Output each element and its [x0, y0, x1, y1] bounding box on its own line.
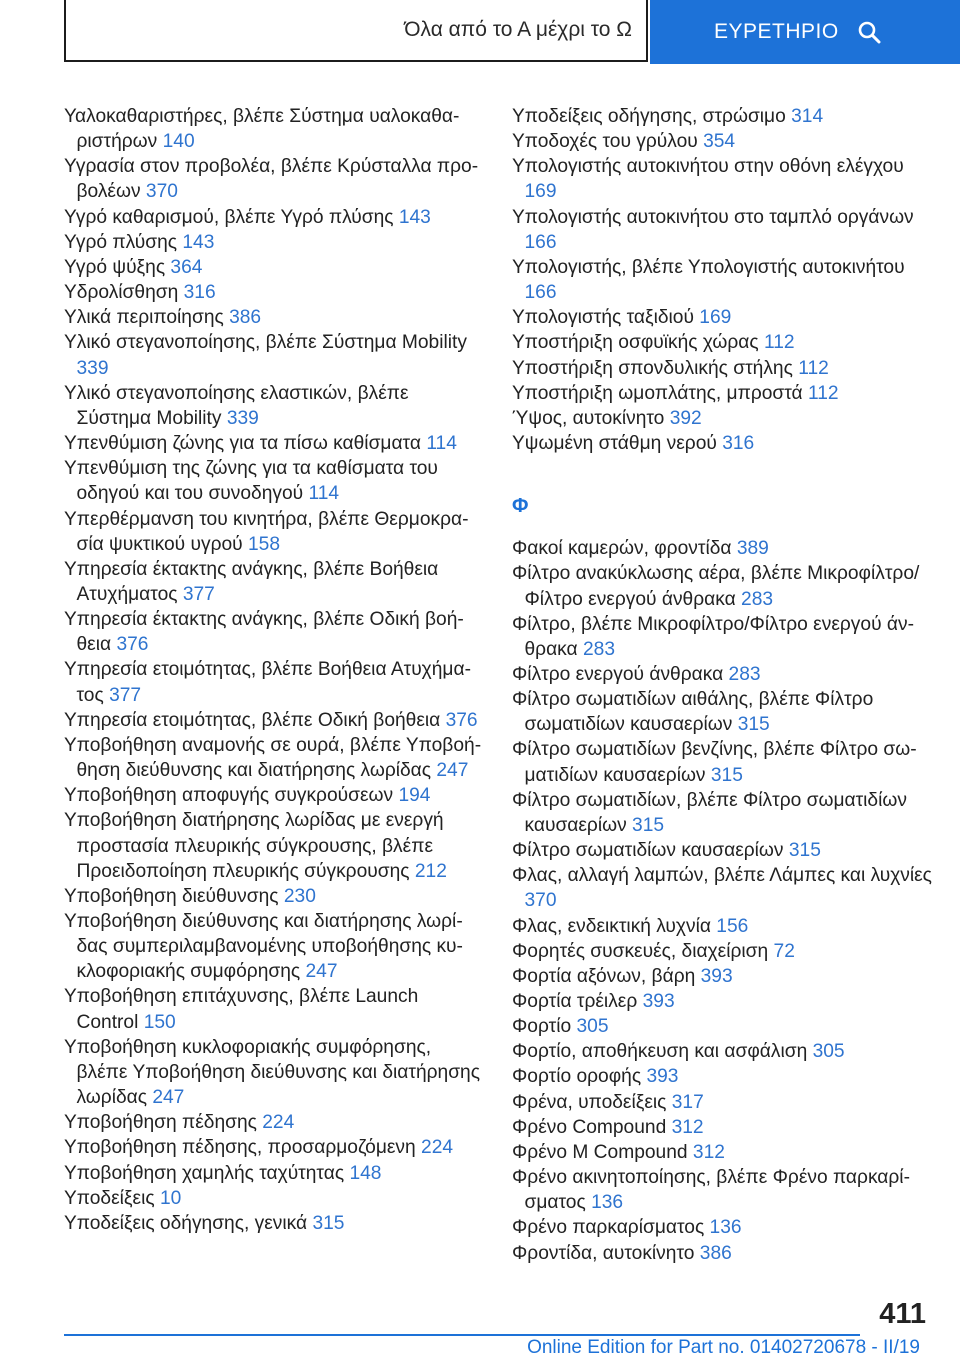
- index-entry-term: Υψωμένη στάθμη νερού: [512, 433, 717, 455]
- index-entry-term: Υπολογιστής αυτοκινήτου στο ταμπλό οργάνων: [512, 206, 914, 228]
- index-entry: [64, 557, 482, 607]
- index-entry-page-link[interactable]: 212: [414, 860, 447, 882]
- tab-index-label: ΕΥΡΕΤΗΡΙΟ: [714, 20, 839, 43]
- tab-index[interactable]: [650, 0, 960, 64]
- index-entry-page-link[interactable]: 112: [808, 382, 839, 404]
- index-entry-term: Υποστήριξη οσφυϊκής χώρας: [512, 332, 759, 354]
- index-entry-page-link[interactable]: 140: [162, 131, 195, 153]
- index-entry-page-link[interactable]: 283: [582, 638, 615, 660]
- index-entry-page-link[interactable]: 136: [591, 1192, 624, 1214]
- index-entry: [64, 1035, 482, 1110]
- index-entry-term: Υποβοήθηση επιτάχυνσης, βλέπε Launch Control: [64, 986, 419, 1033]
- index-entry: [64, 733, 482, 783]
- index-entry-term: Υγρασία στον προβολέα, βλέπε Κρύσταλλα προβολέων: [64, 156, 479, 203]
- section-letter-phi: Φ: [512, 495, 529, 518]
- footer-divider: [64, 1334, 860, 1336]
- index-entry-page-link[interactable]: 305: [576, 1016, 609, 1038]
- index-entry-term: Υπηρεσία ετοιμότητας, βλέπε Οδική βοήθεια: [64, 709, 441, 731]
- index-entry-term: Υποβοήθηση διατήρησης λωρίδας με ενεργή προστασία πλευρικής σύγκρουσης, βλέπε Προειδοποίηση πλευρικής σύγκρουσης: [64, 810, 444, 882]
- index-entry: [64, 708, 482, 733]
- index-entry-term: Υαλοκαθαριστήρες, βλέπε Σύστημα υαλοκαθαριστήρων: [64, 106, 460, 153]
- index-entry-term: Υποστήριξη ωμοπλάτης, μπροστά: [512, 382, 803, 404]
- index-entry-page-link[interactable]: 315: [788, 840, 821, 862]
- index-entry-page-link[interactable]: 224: [421, 1137, 454, 1159]
- index-entry-term: Φορτία τρέιλερ: [512, 991, 638, 1012]
- index-entry: [512, 561, 932, 611]
- index-entry-page-link[interactable]: 315: [312, 1212, 345, 1234]
- index-entry-term: Υποβοήθηση χαμηλής ταχύτητας: [64, 1162, 345, 1184]
- index-entry-page-link[interactable]: 312: [692, 1141, 725, 1163]
- index-entry-page-link[interactable]: 224: [262, 1112, 295, 1134]
- index-entry: [512, 964, 932, 989]
- index-entry-page-link[interactable]: 10: [159, 1187, 182, 1209]
- index-column-left: [64, 104, 482, 1236]
- index-entry-term: Φλας, αλλαγή λαμπών, βλέπε Λάμπες και λυχνίες: [512, 865, 932, 887]
- index-entry-page-link[interactable]: 230: [283, 885, 316, 907]
- index-entry: [64, 1211, 482, 1236]
- index-entry-page-link[interactable]: 114: [308, 483, 340, 505]
- index-entry-term: Φρένο Compound: [512, 1116, 667, 1138]
- index-entry: [64, 381, 482, 431]
- index-entry-term: Υποστήριξη σπονδυλικής στήλης: [512, 357, 793, 379]
- index-entry-page-link[interactable]: 315: [710, 764, 743, 786]
- index-entry-term: Φορητές συσκευές, διαχείριση: [512, 940, 769, 962]
- index-entry: [512, 536, 932, 561]
- index-column-right: [512, 104, 932, 1266]
- index-entry-term: Φίλτρο σωματιδίων βενζίνης, βλέπε Φίλτρο σωματιδίων καυσαερίων: [512, 739, 917, 786]
- index-entry-page-link[interactable]: 315: [632, 814, 665, 836]
- index-entry-term: Υπενθύμιση ζώνης για τα πίσω καθίσματα: [64, 433, 421, 455]
- index-entry-term: Υγρό πλύσης: [64, 231, 178, 253]
- index-entry-page-link[interactable]: 136: [709, 1217, 742, 1239]
- index-entry-term: Υλικά περιποίησης: [64, 307, 224, 329]
- index-entry: [64, 255, 482, 280]
- index-entry: [512, 406, 932, 431]
- index-entry-page-link[interactable]: 72: [773, 940, 795, 962]
- index-entry-page-link[interactable]: 305: [812, 1041, 845, 1063]
- index-entry: [512, 989, 932, 1014]
- index-entry: [64, 305, 482, 330]
- index-entry-term: Φρένα, υποδείξεις: [512, 1091, 667, 1113]
- index-entry: [512, 104, 932, 129]
- index-entry-page-link[interactable]: 114: [426, 433, 457, 455]
- index-entry: [512, 914, 932, 939]
- index-entry-term: Υγρό καθαρισμού, βλέπε Υγρό πλύσης: [64, 206, 394, 228]
- index-entry: [512, 662, 932, 687]
- index-entry: [512, 255, 932, 305]
- index-entry: [64, 783, 482, 808]
- index-entry: [512, 129, 932, 154]
- index-entry-term: Φορτίο, αποθήκευση και ασφάλιση: [512, 1041, 808, 1063]
- index-entry: [512, 1241, 932, 1266]
- index-entry: [512, 1090, 932, 1115]
- index-entry-page-link[interactable]: 393: [646, 1066, 679, 1088]
- index-entry-term: Φρένο M Compound: [512, 1141, 688, 1163]
- index-entry-term: Υπενθύμιση της ζώνης για τα καθίσματα του οδηγού και του συνοδηγού: [64, 458, 438, 505]
- index-entry-term: Φακοί καμερών, φροντίδα: [512, 538, 732, 560]
- index-entry-page-link[interactable]: 143: [182, 231, 215, 253]
- index-entry: [64, 154, 482, 204]
- index-entry-term: Φορτίο: [512, 1016, 572, 1038]
- index-entry-term: Φρένο παρκαρίσματος: [512, 1217, 705, 1239]
- index-entry-term: Φίλτρο σωματιδίων αιθάλης, βλέπε Φίλτρο σωματιδίων καυσαερίων: [512, 689, 874, 736]
- index-entry-page-link[interactable]: 386: [229, 307, 262, 329]
- index-entry-term: Φίλτρο ενεργού άνθρακα: [512, 663, 724, 685]
- index-entry: [512, 381, 932, 406]
- index-entry-term: Υποδείξεις οδήγησης, γενικά: [64, 1212, 308, 1234]
- index-entry-page-link[interactable]: 377: [109, 684, 142, 706]
- index-entry-term: Φροντίδα, αυτοκίνητο: [512, 1242, 695, 1264]
- index-entry-page-link[interactable]: 156: [716, 915, 749, 937]
- index-group-phi: [512, 536, 932, 1266]
- index-entry: [512, 1014, 932, 1039]
- index-entry: [512, 1215, 932, 1240]
- index-entry: [512, 431, 932, 456]
- index-entry-page-link[interactable]: 148: [349, 1162, 382, 1184]
- index-entry: [512, 737, 932, 787]
- index-entry-page-link[interactable]: 314: [791, 106, 824, 127]
- index-group-upsilon: [512, 104, 932, 456]
- index-entry: [64, 984, 482, 1034]
- index-entry-term: Υποβοήθηση διεύθυνσης: [64, 885, 279, 907]
- index-entry-term: Υποβοήθηση κυκλοφοριακής συμφόρησης, βλέπε Υποβοήθηση διεύθυνσης και διατήρησης λωρίδας: [64, 1036, 480, 1109]
- index-entry: [512, 305, 932, 330]
- index-entry-term: Φίλτρο ανακύκλωσης αέρα, βλέπε Μικροφίλτρο/Φίλτρο ενεργού άνθρακα: [512, 563, 920, 610]
- index-entry: [512, 788, 932, 838]
- index-entry: [64, 456, 482, 506]
- index-entry-page-link[interactable]: 354: [703, 131, 736, 153]
- index-entry: [64, 884, 482, 909]
- tab-a-to-z-label: Όλα από το Α μέχρι το Ω: [404, 18, 632, 41]
- index-entry-term: Υποβοήθηση αναμονής σε ουρά, βλέπε Υποβοήθηση διεύθυνσης και διατήρησης λωρίδας: [64, 734, 482, 782]
- index-entry-page-link[interactable]: 316: [183, 282, 216, 304]
- index-entry-term: Φίλτρο, βλέπε Μικροφίλτρο/Φίλτρο ενεργού άνθρακα: [512, 613, 914, 660]
- index-entry-page-link[interactable]: 377: [182, 583, 215, 605]
- index-entry-term: Ύψος, αυτοκίνητο: [512, 407, 665, 429]
- index-entry-page-link[interactable]: 112: [798, 357, 829, 379]
- index-entry: [512, 1039, 932, 1064]
- index-entry-page-link[interactable]: 158: [248, 533, 281, 555]
- index-entry-page-link[interactable]: 370: [524, 890, 557, 912]
- index-entry: [64, 230, 482, 255]
- footer-edition-text: Online Edition for Part no. 01402720678 - II/19: [527, 1337, 920, 1358]
- index-entry-term: Υποβοήθηση πέδησης, προσαρμοζόμενη: [64, 1137, 416, 1159]
- index-entry-term: Υλικό στεγανοποίησης, βλέπε Σύστημα Mobility: [64, 332, 467, 354]
- index-entry: [64, 507, 482, 557]
- index-entry-page-link[interactable]: 316: [722, 433, 755, 455]
- index-entry-page-link[interactable]: 339: [226, 407, 259, 429]
- index-entry-term: Υδρολίσθηση: [64, 282, 179, 304]
- index-entry-term: Φίλτρο σωματιδίων, βλέπε Φίλτρο σωματιδίων καυσαερίων: [512, 789, 907, 836]
- index-entry-page-link[interactable]: 283: [741, 588, 774, 610]
- index-entry-page-link[interactable]: 386: [699, 1242, 732, 1264]
- index-entry-term: Υπολογιστής ταξιδιού: [512, 307, 694, 329]
- index-entry: [512, 330, 932, 355]
- index-entry-term: Υγρό ψύξης: [64, 256, 166, 278]
- index-entry: [64, 1110, 482, 1135]
- index-entry-page-link[interactable]: 283: [728, 663, 761, 685]
- index-entry: [512, 1115, 932, 1140]
- index-entry-term: Υποβοήθηση αποφυγής συγκρούσεων: [64, 785, 394, 807]
- index-entry: [512, 1064, 932, 1089]
- index-entry-term: Φλας, ενδεικτική λυχνία: [512, 915, 711, 937]
- index-entry: [64, 808, 482, 883]
- index-entry: [512, 356, 932, 381]
- index-entry-term: Υποδείξεις οδήγησης, στρώσιμο: [512, 106, 786, 127]
- index-entry-page-link[interactable]: 389: [736, 538, 769, 560]
- index-entry-page-link[interactable]: 247: [152, 1087, 185, 1109]
- index-entry-page-link[interactable]: 143: [398, 206, 431, 228]
- tab-a-to-z[interactable]: [64, 0, 648, 62]
- index-entry-page-link[interactable]: 247: [436, 760, 469, 782]
- index-entry-term: Υπηρεσία ετοιμότητας, βλέπε Βοήθεια Ατυχήματος: [64, 659, 471, 706]
- index-entry-term: Υπερθέρμανση του κινητήρα, βλέπε Θερμοκρασία ψυκτικού υγρού: [64, 508, 469, 555]
- index-entry-page-link[interactable]: 392: [669, 407, 702, 429]
- index-entry: [512, 205, 932, 255]
- index-entry-page-link[interactable]: 393: [700, 965, 733, 987]
- index-entry-page-link[interactable]: 150: [143, 1011, 176, 1033]
- index-entry: [64, 657, 482, 707]
- index-entry-term: Υπηρεσία έκτακτης ανάγκης, βλέπε Οδική βοήθεια: [64, 609, 464, 656]
- index-entry-term: Υπολογιστής αυτοκινήτου στην οθόνη ελέγχου: [512, 156, 904, 178]
- index-entry-page-link[interactable]: 339: [76, 357, 109, 379]
- index-entry: [64, 607, 482, 657]
- index-entry-page-link[interactable]: 169: [699, 307, 732, 329]
- index-entry-term: Υποβοήθηση διεύθυνσης και διατήρησης λωρίδας συμπεριλαμβανομένης υποβοήθησης κυκλοφοριακής συμφόρησης: [64, 911, 463, 983]
- index-entry-page-link[interactable]: 312: [671, 1116, 704, 1138]
- index-entry-page-link[interactable]: 194: [398, 785, 431, 807]
- page-number: 411: [879, 1298, 926, 1330]
- index-entry: [512, 612, 932, 662]
- index-entry: [64, 1186, 482, 1211]
- index-entry: [512, 939, 932, 964]
- index-entry-term: Φορτία αξόνων, βάρη: [512, 965, 696, 987]
- index-entry-page-link[interactable]: 247: [305, 961, 338, 983]
- index-entry: [512, 863, 932, 913]
- index-entry: [512, 1165, 932, 1215]
- index-entry-term: Υπηρεσία έκτακτης ανάγκης, βλέπε Βοήθεια Ατυχήματος: [64, 558, 439, 605]
- index-entry-page-link[interactable]: 364: [170, 256, 203, 278]
- index-entry-term: Φίλτρο σωματιδίων καυσαερίων: [512, 840, 784, 862]
- index-entry: [64, 330, 482, 380]
- index-entry: [64, 1135, 482, 1160]
- index-entry-term: Υποδοχές του γρύλου: [512, 131, 698, 153]
- index-entry-term: Υπολογιστής, βλέπε Υπολογιστής αυτοκινήτου: [512, 256, 905, 278]
- index-entry-page-link[interactable]: 166: [524, 231, 557, 253]
- index-entry: [64, 205, 482, 230]
- index-entry-page-link[interactable]: 166: [524, 282, 557, 304]
- index-entry-term: Υποδείξεις: [64, 1187, 155, 1209]
- search-icon[interactable]: [857, 20, 881, 44]
- index-entry-page-link[interactable]: 317: [671, 1091, 704, 1113]
- index-entry: [64, 1161, 482, 1186]
- index-entry-term: Υλικό στεγανοποίησης ελαστικών, βλέπε Σύστημα Mobility: [64, 382, 409, 429]
- index-entry: [64, 104, 482, 154]
- index-entry-term: Φορτίο οροφής: [512, 1066, 642, 1088]
- index-entry-page-link[interactable]: 169: [524, 181, 557, 203]
- index-entry-page-link[interactable]: 393: [642, 991, 675, 1012]
- top-navigation-bar: [64, 0, 960, 66]
- index-entry-page-link[interactable]: 112: [764, 332, 795, 354]
- index-entry-term: Υποβοήθηση πέδησης: [64, 1112, 257, 1134]
- index-entry-page-link[interactable]: 370: [145, 181, 178, 203]
- index-entry: [64, 909, 482, 984]
- index-entry: [64, 280, 482, 305]
- index-entry: [512, 1140, 932, 1165]
- index-entry-page-link[interactable]: 376: [116, 634, 149, 656]
- index-entry: [64, 431, 482, 456]
- index-entry-page-link[interactable]: 376: [445, 709, 478, 731]
- index-entry: [512, 687, 932, 737]
- index-entry: [512, 838, 932, 863]
- index-entry-page-link[interactable]: 315: [737, 714, 770, 736]
- index-entry: [512, 154, 932, 204]
- index-entry-term: Φρένο ακινητοποίησης, βλέπε Φρένο παρκαρίσματος: [512, 1167, 910, 1214]
